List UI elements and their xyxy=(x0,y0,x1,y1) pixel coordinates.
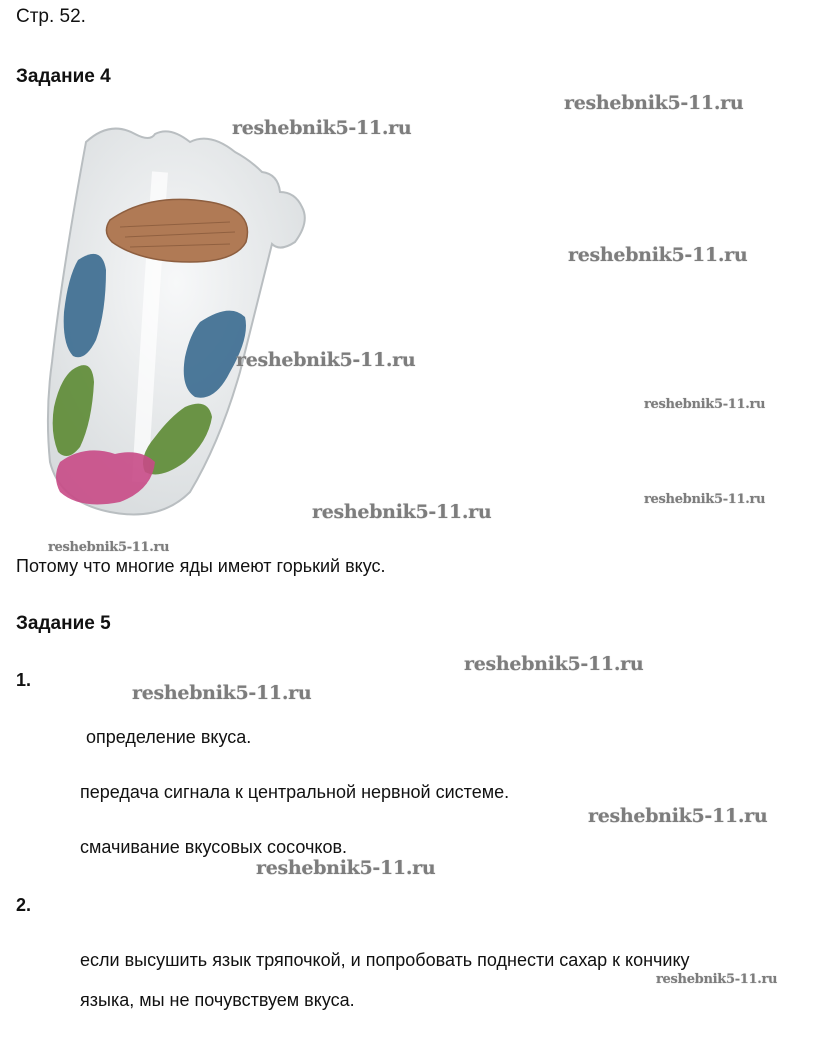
watermark: reshebnik5-11.ru xyxy=(644,397,766,412)
watermark: reshebnik5-11.ru xyxy=(236,349,416,371)
task-5-title: Задание 5 xyxy=(16,613,111,634)
watermark: reshebnik5-11.ru xyxy=(656,972,778,987)
watermark: reshebnik5-11.ru xyxy=(644,492,766,507)
watermark: reshebnik5-11.ru xyxy=(48,540,170,555)
watermark: reshebnik5-11.ru xyxy=(132,682,312,704)
question-2-line-2: языка, мы не почувствуем вкуса. xyxy=(80,990,355,1010)
question-1-line-1: определение вкуса. xyxy=(86,727,252,747)
question-2-number: 2. xyxy=(16,895,32,915)
task-4-title: Задание 4 xyxy=(16,66,111,87)
watermark: reshebnik5-11.ru xyxy=(588,805,768,827)
question-1-line-2: передача сигнала к центральной нервной системе. xyxy=(80,782,510,802)
watermark: reshebnik5-11.ru xyxy=(256,857,436,879)
tongue-illustration xyxy=(40,112,320,522)
watermark: reshebnik5-11.ru xyxy=(312,501,492,523)
watermark: reshebnik5-11.ru xyxy=(564,92,744,114)
question-1-line-3: смачивание вкусовых сосочков. xyxy=(80,837,348,857)
task-4-answer: Потому что многие яды имеют горький вкус. xyxy=(16,556,386,576)
watermark: reshebnik5-11.ru xyxy=(464,653,644,675)
question-2-line-1: если высушить язык тряпочкой, и попробовать поднести сахар к кончику xyxy=(80,950,690,970)
watermark: reshebnik5-11.ru xyxy=(568,244,748,266)
watermark: reshebnik5-11.ru xyxy=(232,117,412,139)
question-1-number: 1. xyxy=(16,670,32,690)
page-number: Стр. 52. xyxy=(16,6,86,27)
